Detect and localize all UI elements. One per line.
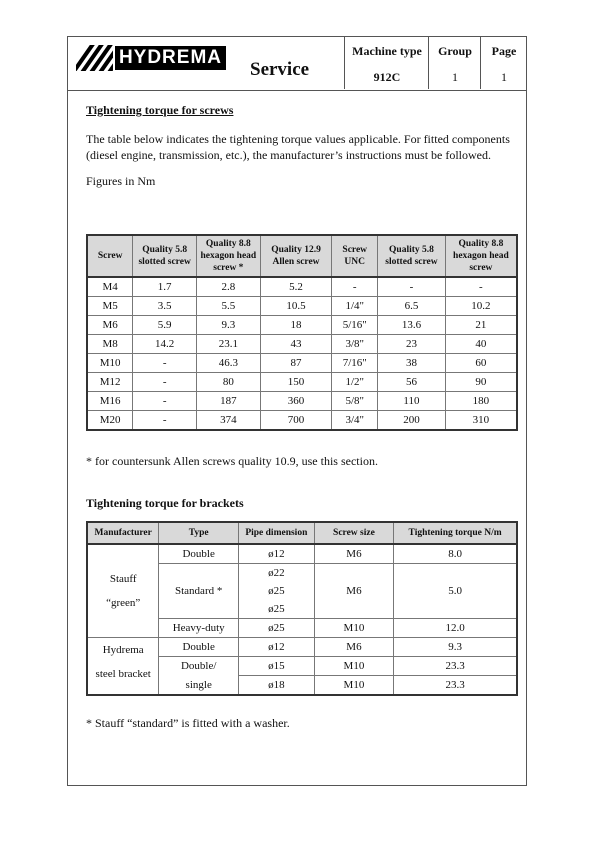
torque-cell: 10.5 — [260, 297, 332, 316]
torque-cell: 87 — [260, 354, 332, 373]
torque-cell: - — [133, 392, 197, 411]
screw-size-cell: M12 — [87, 373, 133, 392]
table-row — [87, 335, 517, 354]
torque-cell: 18 — [260, 316, 332, 335]
group-label: Group — [438, 44, 472, 58]
torque-cell: 700 — [260, 411, 332, 431]
table-cell: ø15 — [239, 657, 315, 676]
torque-cell: 9.3 — [197, 316, 261, 335]
screw-size-cell: M6 — [87, 316, 133, 335]
table-cell: ø25 — [239, 619, 315, 638]
col-header: Quality 8.8 hexagon head screw — [445, 235, 517, 277]
torque-cell: 3.5 — [133, 297, 197, 316]
table-cell: ø18 — [239, 676, 315, 696]
col-header: Pipe dimension — [239, 522, 315, 544]
torque-cell: 10.2 — [445, 297, 517, 316]
torque-cell: 80 — [197, 373, 261, 392]
col-header: Screw size — [314, 522, 394, 544]
torque-cell: 40 — [445, 335, 517, 354]
table-cell: ø25 — [239, 600, 315, 619]
torque-cell: - — [445, 277, 517, 297]
col-header: Quality 8.8 hexagon head screw * — [197, 235, 261, 277]
table-cell: ø25 — [239, 582, 315, 600]
torque-cell: 360 — [260, 392, 332, 411]
screw-torque-table — [86, 234, 518, 431]
torque-cell: - — [133, 411, 197, 431]
table-cell: M6 — [314, 638, 394, 657]
screws-heading: Tightening torque for screws — [86, 103, 234, 117]
torque-cell: 7/16" — [332, 354, 378, 373]
torque-cell: - — [133, 354, 197, 373]
col-header: Quality 12.9 Allen screw — [260, 235, 332, 277]
hydrema-logo — [76, 45, 226, 71]
table-row — [87, 316, 517, 335]
torque-cell: 38 — [378, 354, 446, 373]
table-cell: 23.3 — [394, 676, 517, 696]
torque-cell: 56 — [378, 373, 446, 392]
machine-type-cell — [344, 37, 429, 89]
table-row — [87, 354, 517, 373]
table-row — [87, 544, 517, 564]
col-header: Screw UNC — [332, 235, 378, 277]
manufacturer-cell — [87, 544, 159, 638]
manufacturer-name: Stauff — [109, 573, 137, 585]
table-cell: 5.0 — [394, 564, 517, 619]
screws-intro: The table below indicates the tightening torque values applicable. For fitted components (diesel engine, transmission, etc.), the manufacturer’s instructions must be followed. — [86, 132, 510, 162]
section-title: Service — [250, 59, 310, 80]
screws-footnote: * for countersunk Allen screws quality 10.9, use this section. — [86, 454, 378, 468]
screw-size-cell: M20 — [87, 411, 133, 431]
torque-cell: 110 — [378, 392, 446, 411]
table-cell: Standard * — [159, 564, 239, 619]
torque-cell: - — [332, 277, 378, 297]
table-cell: M10 — [314, 619, 394, 638]
screw-size-cell: M8 — [87, 335, 133, 354]
table-cell: 9.3 — [394, 638, 517, 657]
torque-cell: 14.2 — [133, 335, 197, 354]
torque-cell: 23.1 — [197, 335, 261, 354]
table-row — [87, 392, 517, 411]
table-row — [87, 638, 517, 657]
screw-size-cell: M10 — [87, 354, 133, 373]
table-cell: ø12 — [239, 638, 315, 657]
table-cell: ø22 — [239, 564, 315, 583]
torque-cell: 60 — [445, 354, 517, 373]
group-cell — [428, 37, 481, 89]
group-value: 1 — [452, 70, 458, 84]
torque-cell: - — [133, 373, 197, 392]
page-header — [68, 37, 526, 91]
table-cell: M6 — [314, 544, 394, 564]
page-value: 1 — [501, 70, 507, 84]
torque-cell: 23 — [378, 335, 446, 354]
torque-cell: 5/16" — [332, 316, 378, 335]
brackets-footnote: * Stauff “standard” is fitted with a washer. — [86, 716, 290, 730]
torque-cell: 187 — [197, 392, 261, 411]
table-cell: Double — [159, 638, 239, 657]
bracket-torque-table — [86, 521, 518, 696]
torque-cell: 1/2" — [332, 373, 378, 392]
units-note: Figures in Nm — [86, 174, 156, 188]
torque-cell: 200 — [378, 411, 446, 431]
page-frame — [67, 36, 527, 786]
torque-cell: 180 — [445, 392, 517, 411]
col-header: Quality 5.8 slotted screw — [378, 235, 446, 277]
table-cell: 23.3 — [394, 657, 517, 676]
table-cell: Double/ — [159, 657, 239, 676]
torque-cell: 2.8 — [197, 277, 261, 297]
col-header: Screw — [87, 235, 133, 277]
torque-cell: 1/4" — [332, 297, 378, 316]
machine-type-label: Machine type — [352, 44, 422, 58]
torque-cell: 5.9 — [133, 316, 197, 335]
torque-cell: 374 — [197, 411, 261, 431]
table-cell: M10 — [314, 657, 394, 676]
torque-cell: 310 — [445, 411, 517, 431]
logo-text: HYDREMA — [115, 46, 226, 70]
table-cell: Heavy-duty — [159, 619, 239, 638]
torque-cell: 150 — [260, 373, 332, 392]
table-cell: 12.0 — [394, 619, 517, 638]
torque-cell: 3/4" — [332, 411, 378, 431]
table-row — [87, 411, 517, 431]
table-cell: M10 — [314, 676, 394, 696]
manufacturer-cell — [87, 638, 159, 696]
machine-type-value: 912C — [373, 70, 401, 84]
screw-size-cell: M4 — [87, 277, 133, 297]
torque-cell: 43 — [260, 335, 332, 354]
torque-cell: 5.5 — [197, 297, 261, 316]
table-cell: ø12 — [239, 544, 315, 564]
table-row — [87, 373, 517, 392]
torque-cell: 5/8" — [332, 392, 378, 411]
screw-table-body — [87, 277, 517, 430]
brackets-heading: Tightening torque for brackets — [86, 496, 244, 510]
screw-size-cell: M5 — [87, 297, 133, 316]
manufacturer-name: Hydrema — [102, 644, 144, 656]
torque-cell: 6.5 — [378, 297, 446, 316]
torque-cell: 21 — [445, 316, 517, 335]
col-header: Manufacturer — [87, 522, 159, 544]
torque-cell: 1.7 — [133, 277, 197, 297]
table-cell: Double — [159, 544, 239, 564]
logo-stripes-icon — [76, 45, 113, 71]
manufacturer-variant: steel bracket — [95, 668, 151, 680]
screw-size-cell: M16 — [87, 392, 133, 411]
torque-cell: 5.2 — [260, 277, 332, 297]
torque-cell: 13.6 — [378, 316, 446, 335]
table-row — [87, 297, 517, 316]
col-header: Tightening torque N/m — [394, 522, 517, 544]
col-header: Quality 5.8 slotted screw — [133, 235, 197, 277]
table-cell: 8.0 — [394, 544, 517, 564]
table-cell: M6 — [314, 564, 394, 619]
manufacturer-variant: “green” — [106, 597, 141, 609]
torque-cell: - — [378, 277, 446, 297]
page-label: Page — [491, 44, 517, 58]
table-row — [87, 277, 517, 297]
torque-cell: 3/8" — [332, 335, 378, 354]
torque-cell: 46.3 — [197, 354, 261, 373]
torque-cell: 90 — [445, 373, 517, 392]
page-cell — [480, 37, 527, 89]
table-cell: single — [159, 676, 239, 696]
col-header: Type — [159, 522, 239, 544]
